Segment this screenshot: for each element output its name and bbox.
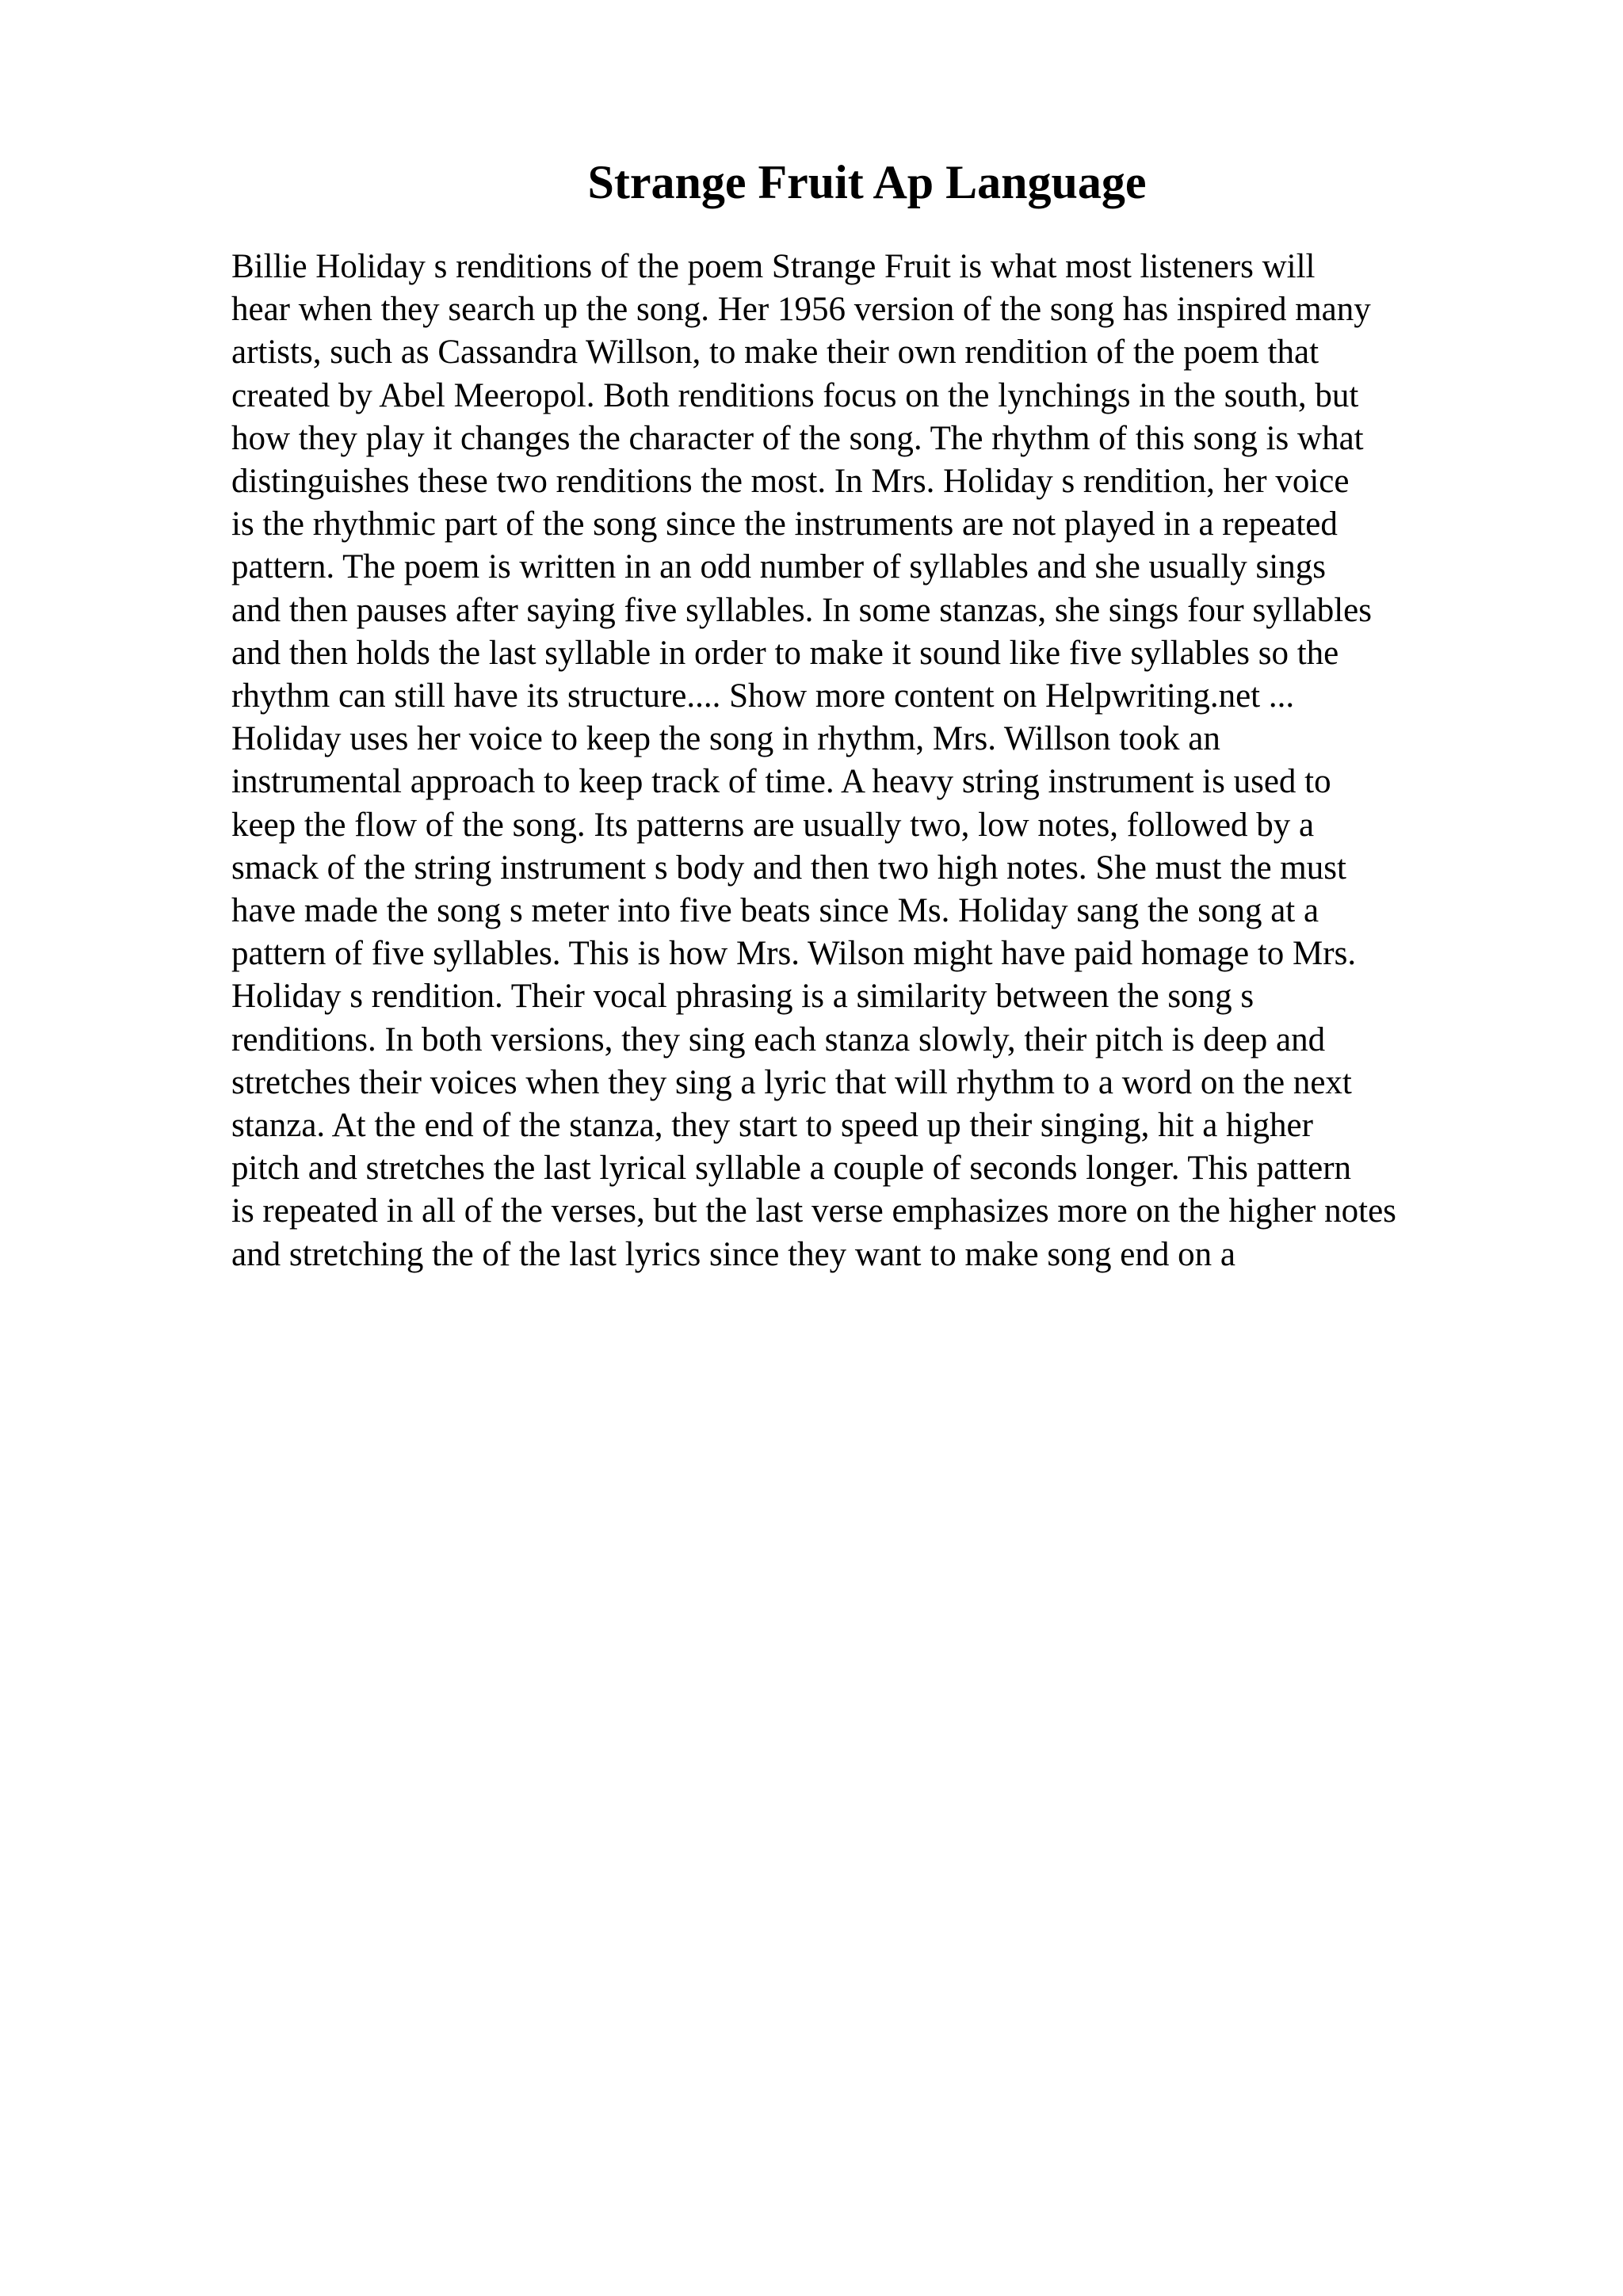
document-body [231,246,1579,1276]
body-line: and then pauses after saying five syllables. In some stanzas, she sings four syllables [231,591,1372,629]
body-line: smack of the string instrument s body and then two high notes. She must the must [231,849,1346,887]
body-line: Holiday uses her voice to keep the song in rhythm, Mrs. Willson took an [231,720,1220,758]
body-line: stanza. At the end of the stanza, they start to speed up their singing, hit a higher [231,1107,1313,1145]
body-line: is the rhythmic part of the song since the instruments are not played in a repeated [231,505,1338,543]
body-line: pitch and stretches the last lyrical syllable a couple of seconds longer. This pattern [231,1150,1352,1188]
body-line: Billie Holiday s renditions of the poem Strange Fruit is what most listeners will [231,248,1316,285]
body-line: distinguishes these two renditions the most. In Mrs. Holiday s rendition, her voice [231,463,1350,501]
body-line: rhythm can still have its structure.... Show more content on Helpwriting.net ... [231,677,1295,715]
body-line: pattern of five syllables. This is how Mrs. Wilson might have paid homage to Mrs. [231,935,1357,973]
body-line: Holiday s rendition. Their vocal phrasing is a similarity between the song s [231,978,1254,1016]
body-line: stretches their voices when they sing a lyric that will rhythm to a word on the next [231,1063,1352,1101]
body-line: have made the song s meter into five beats since Ms. Holiday sang the song at a [231,892,1319,930]
body-line: pattern. The poem is written in an odd number of syllables and she usually sings [231,548,1326,586]
body-line: keep the flow of the song. Its patterns are usually two, low notes, followed by a [231,806,1315,844]
body-line: artists, such as Cassandra Willson, to make their own rendition of the poem that [231,334,1319,372]
body-line: and then holds the last syllable in order to make it sound like five syllables so the [231,634,1339,672]
document-title: Strange Fruit Ap Language [587,156,1147,208]
body-line: created by Abel Meeropol. Both renditions focus on the lynchings in the south, but [231,376,1359,414]
body-line: and stretching the of the last lyrics since they want to make song end on a [231,1235,1235,1273]
body-line: renditions. In both versions, they sing each stanza slowly, their pitch is deep and [231,1020,1326,1058]
body-line: how they play it changes the character of the song. The rhythm of this song is what [231,419,1364,457]
body-line: instrumental approach to keep track of time. A heavy string instrument is used to [231,763,1331,801]
body-line: hear when they search up the song. Her 1956 version of the song has inspired many [231,291,1371,329]
body-line: is repeated in all of the verses, but the last verse emphasizes more on the higher notes [231,1192,1396,1230]
